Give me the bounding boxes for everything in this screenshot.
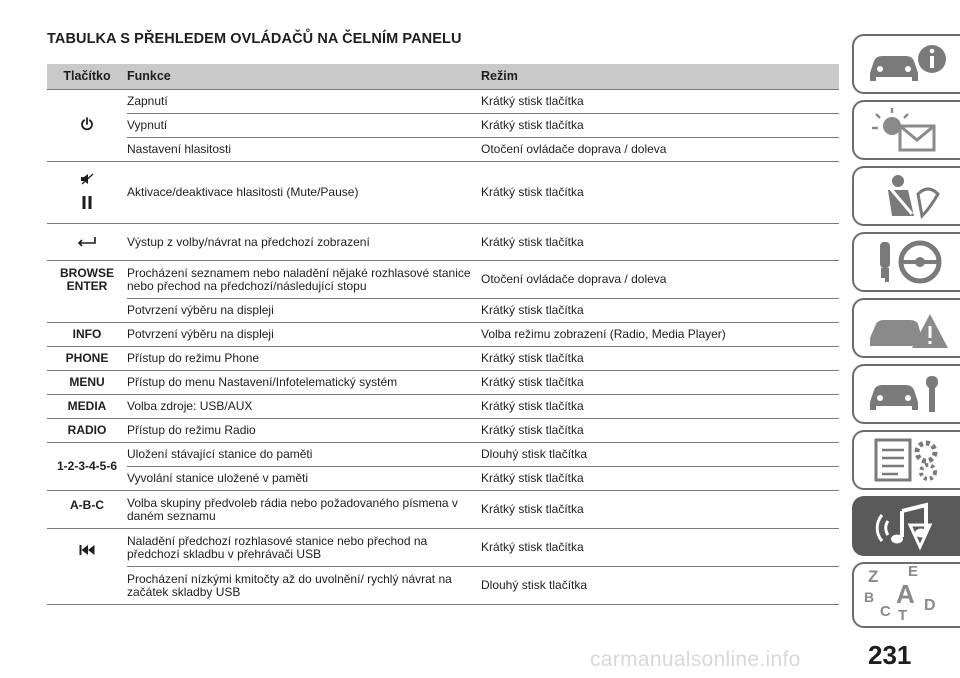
index-letter: D	[924, 597, 936, 614]
pause-icon	[81, 196, 93, 212]
table-row	[47, 567, 839, 605]
mute-icon	[80, 173, 94, 188]
previous-track-icon	[79, 544, 95, 558]
seat-belt-airbag-icon	[862, 172, 952, 220]
table-header-row	[47, 64, 839, 90]
table-row	[47, 224, 839, 261]
function-cell: Nastavení hlasitosti	[127, 138, 481, 162]
header-function: Funkce	[127, 64, 481, 90]
tab-emergency[interactable]	[852, 298, 960, 358]
tab-starting-driving[interactable]	[852, 232, 960, 292]
table-row	[47, 90, 839, 114]
function-cell: Aktivace/deaktivace hlasitosti (Mute/Pause)	[127, 162, 481, 224]
key-cell: INFO	[47, 323, 127, 347]
index-letter: B	[864, 589, 875, 605]
warning-light-message-icon	[862, 106, 952, 154]
header-key: Tlačítko	[47, 64, 127, 90]
table-row	[47, 261, 839, 299]
multimedia-icon	[862, 501, 952, 551]
tab-multimedia[interactable]	[852, 496, 960, 556]
mode-cell: Krátký stisk tlačítka	[481, 347, 839, 371]
mode-cell: Volba režimu zobrazení (Radio, Media Player)	[481, 323, 839, 347]
mode-cell: Krátký stisk tlačítka	[481, 395, 839, 419]
back-arrow-icon	[76, 236, 98, 250]
function-cell: Potvrzení výběru na displeji	[127, 299, 481, 323]
table-row	[47, 529, 839, 567]
mode-cell: Krátký stisk tlačítka	[481, 529, 839, 567]
page-title: TABULKA S PŘEHLEDEM OVLÁDAČŮ NA ČELNÍM PANELU	[47, 31, 462, 47]
function-cell: Přístup do menu Nastavení/Infotelematický systém	[127, 371, 481, 395]
function-cell: Výstup z volby/návrat na předchozí zobrazení	[127, 224, 481, 261]
tab-warning-lights[interactable]	[852, 100, 960, 160]
index-letter: Z	[868, 567, 879, 586]
key-cell	[47, 529, 127, 605]
table-row	[47, 371, 839, 395]
key-cell: MENU	[47, 371, 127, 395]
function-cell: Potvrzení výběru na displeji	[127, 323, 481, 347]
function-cell: Přístup do režimu Phone	[127, 347, 481, 371]
mode-cell: Krátký stisk tlačítka	[481, 162, 839, 224]
mode-cell: Krátký stisk tlačítka	[481, 419, 839, 443]
watermark: carmanualsonline.info	[590, 648, 801, 671]
key-cell: PHONE	[47, 347, 127, 371]
table-row	[47, 443, 839, 467]
function-cell: Uložení stávající stanice do paměti	[127, 443, 481, 467]
tab-technical-data[interactable]	[852, 430, 960, 490]
table-row	[47, 491, 839, 529]
index-letter: A	[896, 579, 915, 609]
mode-cell: Krátký stisk tlačítka	[481, 114, 839, 138]
mode-cell: Krátký stisk tlačítka	[481, 491, 839, 529]
power-icon	[80, 117, 94, 134]
key-cell: RADIO	[47, 419, 127, 443]
table-row	[47, 347, 839, 371]
function-cell: Vyvolání stanice uložené v paměti	[127, 467, 481, 491]
key-cell: 1-2-3-4-5-6	[47, 443, 127, 491]
mode-cell: Krátký stisk tlačítka	[481, 299, 839, 323]
index-letters-icon	[862, 563, 952, 624]
key-cell: MEDIA	[47, 395, 127, 419]
table-row	[47, 323, 839, 347]
key-cell: A-B-C	[47, 491, 127, 529]
key-cell	[47, 224, 127, 261]
function-cell: Procházení nízkými kmitočty až do uvolnění/ rychlý návrat na začátek skladby USB	[127, 567, 481, 605]
table-row	[47, 162, 839, 224]
index-letter: E	[908, 563, 919, 580]
key-steering-wheel-icon	[862, 238, 952, 286]
mode-cell: Otočení ovládače doprava / doleva	[481, 138, 839, 162]
mode-cell: Krátký stisk tlačítka	[481, 467, 839, 491]
index-letter: C	[880, 603, 891, 620]
car-info-icon	[862, 41, 952, 87]
function-cell: Naladění předchozí rozhlasové stanice nebo přechod na předchozí skladbu v přehrávači USB	[127, 529, 481, 567]
table-row	[47, 299, 839, 323]
controls-table	[47, 64, 839, 605]
function-cell: Vypnutí	[127, 114, 481, 138]
key-cell	[47, 90, 127, 162]
tab-index[interactable]	[852, 562, 960, 628]
tab-maintenance[interactable]	[852, 364, 960, 424]
mode-cell: Otočení ovládače doprava / doleva	[481, 261, 839, 299]
tab-safety[interactable]	[852, 166, 960, 226]
car-maintenance-icon	[862, 370, 952, 418]
road-emergency-icon	[862, 304, 952, 352]
function-cell: Zapnutí	[127, 90, 481, 114]
table-row	[47, 467, 839, 491]
mode-cell: Krátký stisk tlačítka	[481, 371, 839, 395]
table-row	[47, 114, 839, 138]
header-mode: Režim	[481, 64, 839, 90]
key-cell	[47, 162, 127, 224]
index-letter: T	[898, 607, 908, 624]
mode-cell: Dlouhý stisk tlačítka	[481, 443, 839, 467]
technical-data-icon	[862, 436, 952, 484]
table-row	[47, 395, 839, 419]
page-number: 231	[868, 640, 912, 670]
tab-car-info[interactable]	[852, 34, 960, 94]
mode-cell: Krátký stisk tlačítka	[481, 90, 839, 114]
table-row	[47, 138, 839, 162]
function-cell: Procházení seznamem nebo naladění nějaké rozhlasové stanice nebo přechod na předchozí/následující stopu	[127, 261, 481, 299]
function-cell: Přístup do režimu Radio	[127, 419, 481, 443]
function-cell: Volba zdroje: USB/AUX	[127, 395, 481, 419]
mode-cell: Krátký stisk tlačítka	[481, 224, 839, 261]
function-cell: Volba skupiny předvoleb rádia nebo požadovaného písmena v daném seznamu	[127, 491, 481, 529]
key-cell: BROWSE ENTER	[47, 261, 127, 323]
mode-cell: Dlouhý stisk tlačítka	[481, 567, 839, 605]
table-row	[47, 419, 839, 443]
